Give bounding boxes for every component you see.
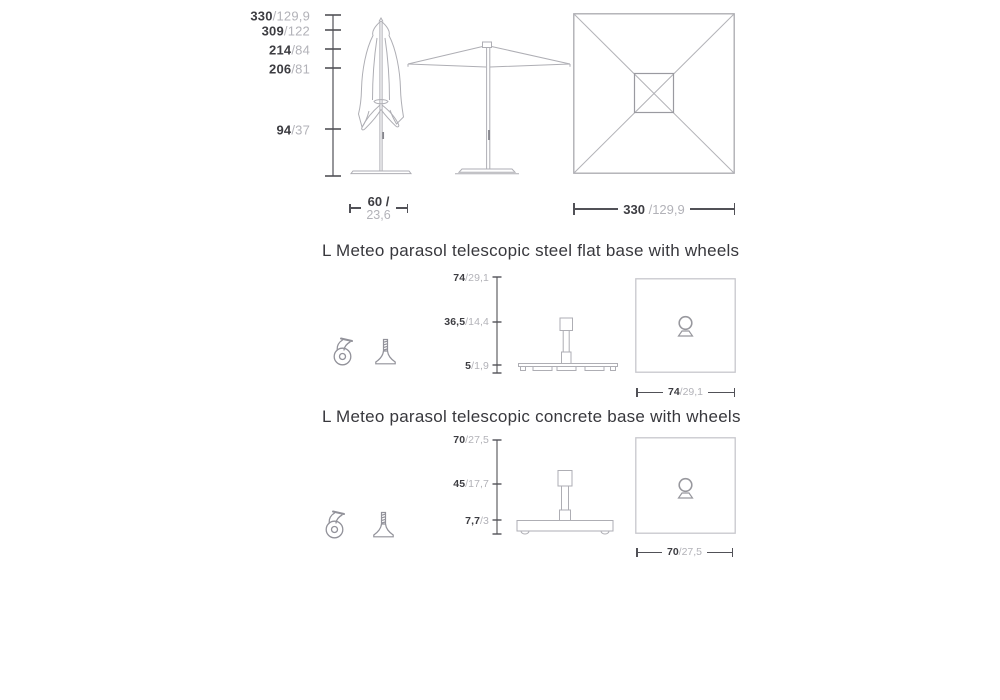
caster-wheel-icon <box>324 509 346 540</box>
height-dim-label: 74/29,1 <box>453 271 489 284</box>
canopy-width-dim: 330 /129,9 <box>573 201 735 217</box>
section-title: L Meteo parasol telescopic steel flat base with wheels <box>322 241 740 260</box>
caster-wheel-icon <box>332 336 354 367</box>
closed-width-dim: 60 / 23,6 <box>349 195 408 221</box>
steel-base-top-drawing <box>635 278 736 373</box>
parasol-top-view-drawing <box>573 13 735 174</box>
height-dim-label: 214/84 <box>269 42 310 58</box>
height-dim-label: 5/1,9 <box>465 359 489 372</box>
base-width-dim: 74/29,1 <box>636 386 735 399</box>
glide-foot-icon <box>372 511 395 539</box>
height-dim-label: 70/27,5 <box>453 433 489 446</box>
steel-base-side-drawing <box>517 315 619 377</box>
height-dim-label: 94/37 <box>276 122 310 138</box>
height-dim-label: 330/129,9 <box>250 8 310 24</box>
base-width-dim: 70/27,5 <box>636 546 733 559</box>
height-dim-label: 36,5/14,4 <box>444 315 489 328</box>
concrete-base-side-drawing <box>515 468 617 536</box>
height-dim-label: 309/122 <box>261 23 310 39</box>
glide-foot-icon <box>374 338 397 366</box>
height-dimension-line <box>324 13 342 179</box>
section-title: L Meteo parasol telescopic concrete base with wheels <box>322 407 741 426</box>
steel-base-height-dim-line <box>490 275 504 377</box>
height-dim-label: 7,7/3 <box>465 514 489 527</box>
open-parasol-side-drawing <box>405 40 573 178</box>
concrete-base-top-drawing <box>635 437 736 534</box>
concrete-base-height-dim-line <box>490 436 504 538</box>
height-dim-label: 206/81 <box>269 61 310 77</box>
height-dim-label: 45/17,7 <box>453 477 489 490</box>
